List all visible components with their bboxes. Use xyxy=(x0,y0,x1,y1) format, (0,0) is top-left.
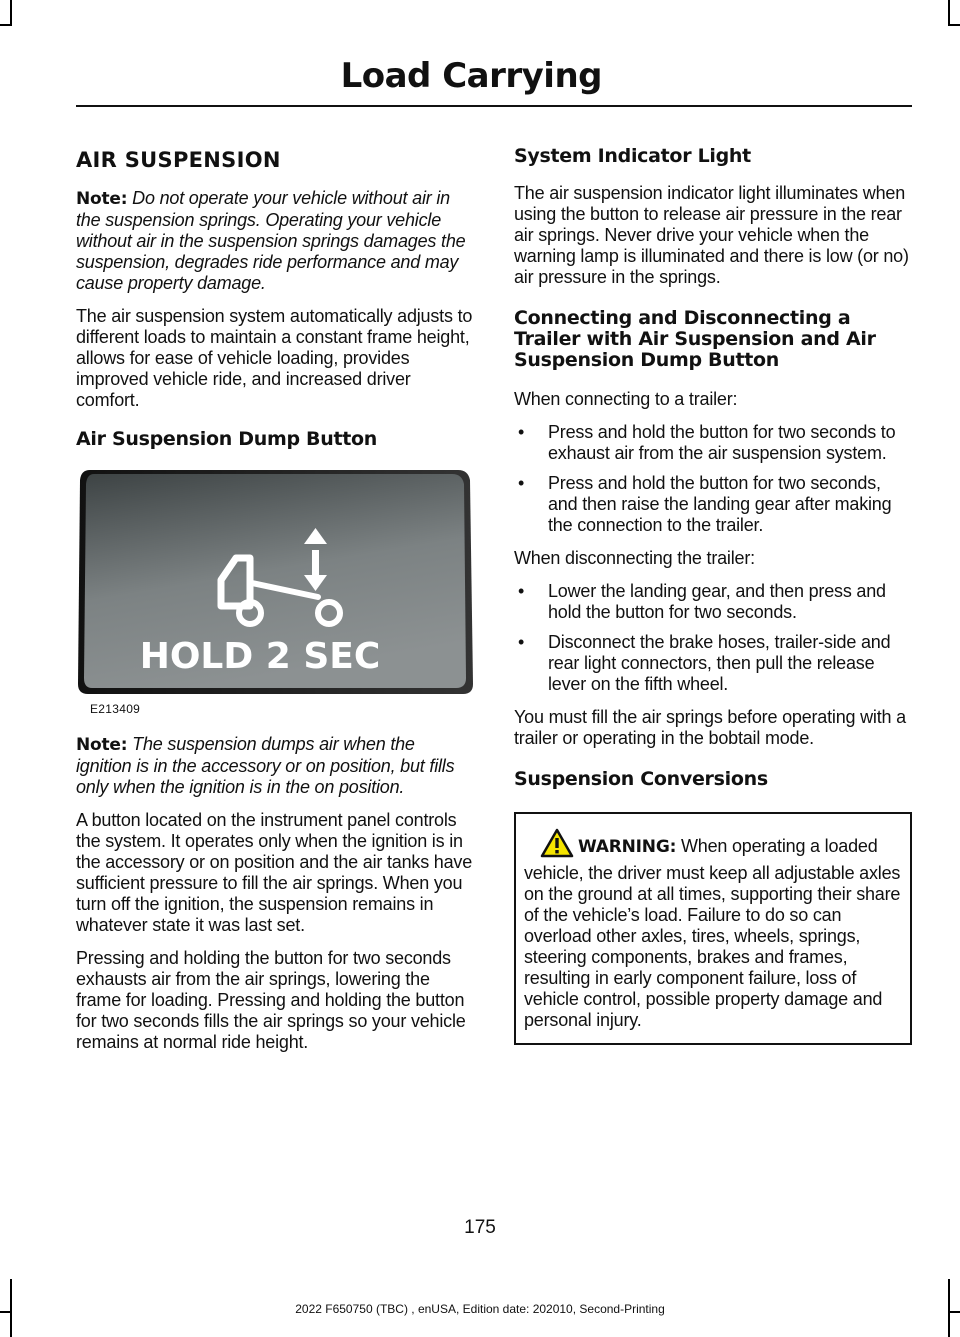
list-item-text: Press and hold the button for two seconds to exhaust air from the air suspension system. xyxy=(548,422,896,463)
warning-paragraph xyxy=(524,828,902,1031)
body-paragraph: A button located on the instrument panel controls the system. It operates only when the ignition is in the accessory or on position and the air tanks have sufficient pressure to fill the air springs. When you turn off the ignition, the suspension remains in whatever state it was last set. xyxy=(76,810,473,935)
dump-button-illustration xyxy=(76,466,474,696)
list-item-text: Lower the landing gear, and then press and hold the button for two seconds. xyxy=(548,581,886,622)
section-heading: AIR SUSPENSION xyxy=(76,148,281,172)
crop-mark xyxy=(948,24,960,26)
right-column xyxy=(514,146,912,1045)
footer-edition: 2022 F650750 (TBC) , enUSA, Edition date: 202010, Second-Printing xyxy=(295,1302,665,1316)
list-item: • Disconnect the brake hoses, trailer-side and rear light connectors, then pull the release lever on the fifth wheel. xyxy=(518,632,891,694)
note-paragraph xyxy=(76,734,474,798)
subsection-heading: Connecting and Disconnecting a Trailer with Air Suspension and Air Suspension Dump Button xyxy=(514,307,876,371)
body-paragraph: You must fill the air springs before operating with a trailer or operating in the bobtail mode. xyxy=(514,707,906,748)
page-number: 175 xyxy=(464,1217,496,1238)
body-paragraph: The air suspension indicator light illuminates when using the button to release air pressure in the rear air springs. Never drive your vehicle when the warning lamp is illuminated and there is low (or no) air pressure in the springs. xyxy=(514,183,909,287)
note-text: The suspension dumps air when the ignition is in the accessory or on position, but fills only when the ignition is in the on position. xyxy=(76,734,455,797)
subsection-heading: Suspension Conversions xyxy=(514,768,768,790)
warning-label: WARNING: xyxy=(578,837,677,857)
note-label: Note: xyxy=(76,189,128,209)
crop-mark xyxy=(948,0,950,26)
body-paragraph: The air suspension system automatically adjusts to different loads to maintain a constant frame height, allows for ease of vehicle loading, provides improved vehicle ride, and increased driver comfort. xyxy=(76,306,473,410)
note-text: Do not operate your vehicle without air in the suspension springs. Operating your vehicle without air in the suspension springs damages the suspension, degrades ride performance and may cause property damage. xyxy=(76,188,466,293)
note-label: Note: xyxy=(76,735,128,755)
crop-mark xyxy=(0,24,12,26)
body-paragraph: Pressing and holding the button for two seconds exhausts air from the air springs, lowering the frame for loading. Pressing and holding the button for two seconds fills the air springs so your vehicle remains at normal ride height. xyxy=(76,948,466,1052)
crop-mark xyxy=(10,0,12,26)
body-paragraph: When disconnecting the trailer: xyxy=(514,548,755,568)
figure-caption: E213409 xyxy=(90,702,141,716)
warning-triangle-icon xyxy=(540,828,574,863)
disconnect-steps-list xyxy=(514,581,912,695)
left-column xyxy=(76,136,474,1065)
dump-button-figure xyxy=(76,466,474,696)
list-item: • Press and hold the button for two seconds to exhaust air from the air suspension system. xyxy=(518,422,896,463)
header-rule xyxy=(76,105,912,107)
subsection-heading: System Indicator Light xyxy=(514,145,751,167)
body-paragraph: When connecting to a trailer: xyxy=(514,389,738,409)
warning-text: When operating a loaded vehicle, the driver must keep all adjustable axles on the ground at all times, supporting their share of the vehicle’s load. Failure to do so can overload other axles, tires, wheels, springs, steering components, brakes and frames, resulting in early component failure, loss of vehicle control, possible property damage and personal injury. xyxy=(524,836,901,1030)
subsection-heading: Air Suspension Dump Button xyxy=(76,428,378,450)
figure-button-label: HOLD 2 SEC xyxy=(139,636,381,677)
list-item-text: Disconnect the brake hoses, trailer-side and rear light connectors, then pull the release lever on the fifth wheel. xyxy=(548,632,891,694)
connect-steps-list xyxy=(514,422,912,536)
note-paragraph xyxy=(76,188,474,294)
list-item: • Press and hold the button for two seconds, and then raise the landing gear after making the connection to the trailer. xyxy=(518,473,892,535)
list-item-text: Press and hold the button for two seconds, and then raise the landing gear after making the connection to the trailer. xyxy=(548,473,892,535)
warning-box xyxy=(514,812,912,1045)
list-item: • Lower the landing gear, and then press and hold the button for two seconds. xyxy=(518,581,886,622)
page-header-title: Load Carrying xyxy=(340,56,602,96)
